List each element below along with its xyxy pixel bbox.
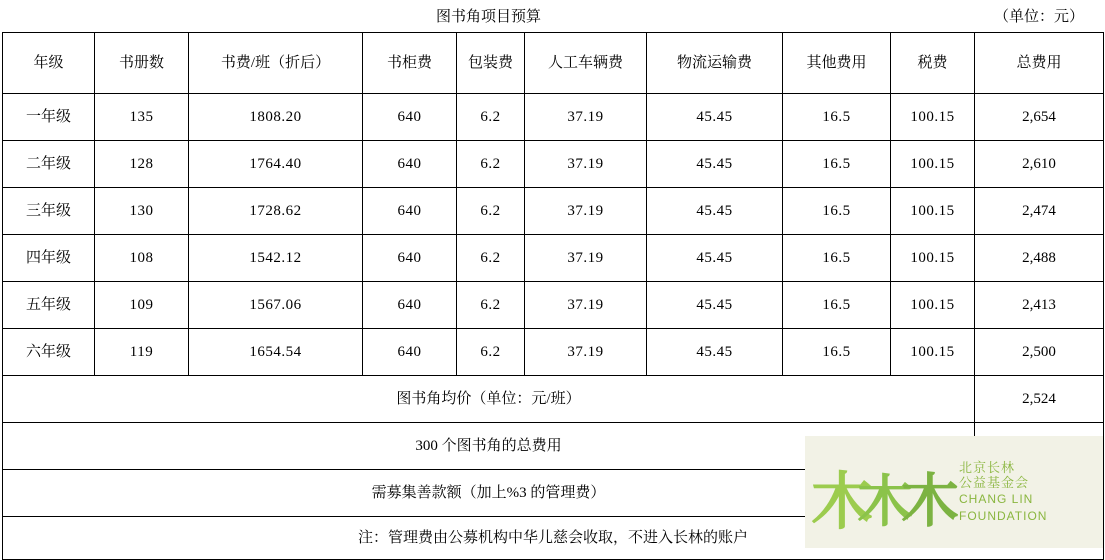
logo-name-cn-line1: 北京长林 [959,460,1016,476]
cell-tax-fee: 100.15 [891,141,975,188]
foundation-logo [805,436,1103,548]
summary-label-fundraising: 需募集善款额（加上%3 的管理费） [3,470,975,517]
cell-packing-fee: 6.2 [457,188,525,235]
table-row [3,188,1104,235]
cell-total: 2,474 [975,188,1104,235]
column-header-other-fee: 其他费用 [783,33,891,94]
unit-note: （单位：元） [994,8,1085,25]
tree-glyph-icon: 木 [811,465,874,538]
column-header-logistics-fee: 物流运输费 [647,33,783,94]
cell-logistics-fee: 45.45 [647,94,783,141]
cell-tax-fee: 100.15 [891,329,975,376]
cell-books: 119 [95,329,189,376]
cell-book-fee: 1542.12 [189,235,363,282]
cell-grade: 二年级 [3,141,95,188]
cell-cabinet-fee: 640 [363,141,457,188]
cell-book-fee: 1808.20 [189,94,363,141]
cell-other-fee: 16.5 [783,235,891,282]
cell-packing-fee: 6.2 [457,329,525,376]
summary-label-average: 图书角均价（单位：元/班） [3,376,975,423]
cell-labor-vehicle-fee: 37.19 [525,188,647,235]
table-row [3,94,1104,141]
table-row [3,282,1104,329]
table-row [3,141,1104,188]
tree-glyph-icon: 木 [857,470,913,535]
cell-total: 2,413 [975,282,1104,329]
summary-row-average [3,376,1104,423]
cell-books: 135 [95,94,189,141]
footnote: 注：管理费由公募机构中华儿慈会收取，不进入长林的账户 [3,517,1104,560]
cell-tax-fee: 100.15 [891,282,975,329]
cell-grade: 六年级 [3,329,95,376]
cell-other-fee: 16.5 [783,329,891,376]
cell-logistics-fee: 45.45 [647,141,783,188]
cell-labor-vehicle-fee: 37.19 [525,94,647,141]
tree-glyph-icon: 木 [901,467,960,535]
cell-packing-fee: 6.2 [457,94,525,141]
logo-text [955,461,1103,523]
column-header-grade: 年级 [3,33,95,94]
cell-logistics-fee: 45.45 [647,329,783,376]
cell-cabinet-fee: 640 [363,235,457,282]
cell-total: 2,500 [975,329,1104,376]
cell-packing-fee: 6.2 [457,141,525,188]
column-header-cabinet-fee: 书柜费 [363,33,457,94]
cell-labor-vehicle-fee: 37.19 [525,235,647,282]
cell-logistics-fee: 45.45 [647,235,783,282]
title-row [3,2,1104,33]
column-header-total: 总费用 [975,33,1104,94]
logo-name-en-line2: FOUNDATION [959,508,1048,523]
table-row [3,235,1104,282]
cell-tax-fee: 100.15 [891,94,975,141]
cell-book-fee: 1654.54 [189,329,363,376]
cell-cabinet-fee: 640 [363,188,457,235]
cell-tax-fee: 100.15 [891,235,975,282]
column-header-labor-vehicle-fee: 人工车辆费 [525,33,647,94]
cell-book-fee: 1728.62 [189,188,363,235]
cell-total: 2,654 [975,94,1104,141]
column-header-tax-fee: 税费 [891,33,975,94]
table-row [3,329,1104,376]
cell-total: 2,610 [975,141,1104,188]
cell-cabinet-fee: 640 [363,94,457,141]
cell-packing-fee: 6.2 [457,235,525,282]
cell-grade: 四年级 [3,235,95,282]
page-title: 图书角项目预算 [3,2,975,33]
logo-name-en-line1: CHANG LIN [959,492,1034,507]
cell-logistics-fee: 45.45 [647,188,783,235]
cell-labor-vehicle-fee: 37.19 [525,141,647,188]
cell-labor-vehicle-fee: 37.19 [525,282,647,329]
cell-tax-fee: 100.15 [891,188,975,235]
cell-books: 109 [95,282,189,329]
cell-cabinet-fee: 640 [363,329,457,376]
column-header-book-fee: 书费/班（折后） [189,33,363,94]
summary-value-average: 2,524 [975,376,1104,423]
logo-mark [805,436,960,548]
cell-grade: 一年级 [3,94,95,141]
cell-grade: 五年级 [3,282,95,329]
table-header-row [3,33,1104,94]
cell-grade: 三年级 [3,188,95,235]
cell-logistics-fee: 45.45 [647,282,783,329]
cell-cabinet-fee: 640 [363,282,457,329]
cell-other-fee: 16.5 [783,94,891,141]
cell-packing-fee: 6.2 [457,282,525,329]
column-header-books: 书册数 [95,33,189,94]
logo-name-cn-line2: 公益基金会 [959,474,1030,490]
column-header-packing-fee: 包装费 [457,33,525,94]
cell-other-fee: 16.5 [783,141,891,188]
cell-labor-vehicle-fee: 37.19 [525,329,647,376]
cell-total: 2,488 [975,235,1104,282]
cell-other-fee: 16.5 [783,282,891,329]
cell-book-fee: 1567.06 [189,282,363,329]
cell-other-fee: 16.5 [783,188,891,235]
cell-book-fee: 1764.40 [189,141,363,188]
summary-label-grand-total: 300 个图书角的总费用 [3,423,975,470]
cell-books: 128 [95,141,189,188]
cell-books: 108 [95,235,189,282]
cell-books: 130 [95,188,189,235]
budget-document [0,2,1105,550]
